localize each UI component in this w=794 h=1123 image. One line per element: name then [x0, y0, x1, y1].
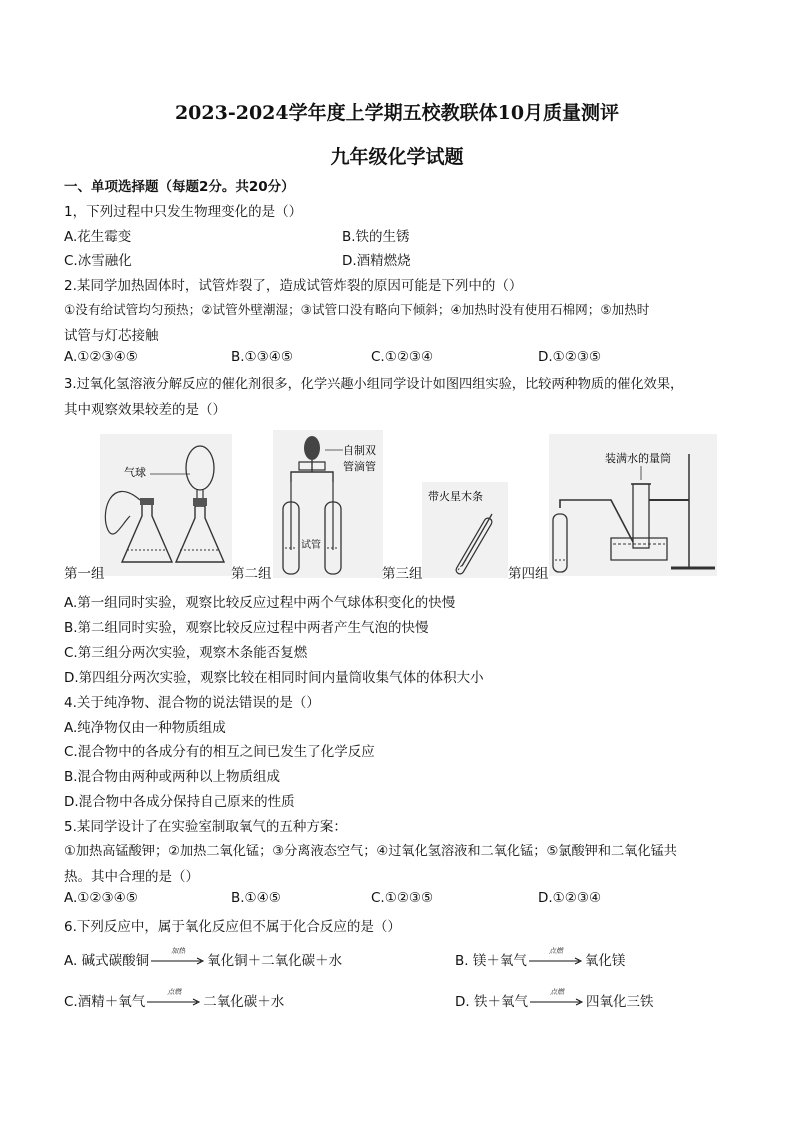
reaction-arrow-icon — [147, 988, 201, 1008]
figure-label-group4: 第四组 — [508, 566, 549, 582]
tube-label: 试管 — [301, 540, 321, 551]
q6-c-condition: 点燃 — [167, 988, 182, 996]
q6-option-c — [64, 990, 284, 1010]
q6-b-products: 氧化镁 — [584, 953, 626, 969]
q3-stem-line2: 其中观察效果较差的是（） — [64, 402, 226, 418]
cylinder-label: 装满水的量筒 — [605, 452, 671, 465]
q6-c-reactants: C.酒精＋氧气 — [64, 994, 146, 1010]
figure-label-group3: 第三组 — [382, 566, 423, 582]
figure-group1-balloons — [100, 434, 232, 576]
q5-option-b: B.①④⑤ — [231, 890, 281, 906]
q5-stem: 5.某同学设计了在实验室制取氧气的五种方案： — [64, 819, 347, 835]
q4-option-a: A.纯净物仅由一种物质组成 — [64, 720, 226, 736]
q6-b-reactants: B. 镁＋氧气 — [455, 953, 527, 969]
q4-option-b: B.混合物由两种或两种以上物质组成 — [64, 769, 281, 785]
q3-option-c: C.第三组分两次实验，观察木条能否复燃 — [64, 645, 308, 661]
q5-methods-line1: ①加热高锰酸钾；②加热二氧化锰；③分离液态空气；④过氧化氢溶液和二氧化锰；⑤氯酸钾和二氧化锰共 — [64, 844, 677, 859]
q6-d-condition: 点燃 — [549, 988, 564, 996]
q2-option-d: D.①②③⑤ — [538, 349, 602, 365]
page-subtitle: 九年级化学试题 — [330, 146, 464, 168]
q6-a-condition: 加热 — [171, 947, 186, 955]
q1-option-c: C.冰雪融化 — [64, 253, 132, 269]
figure-group2-droppers — [273, 430, 383, 578]
q5-option-a: A.①②③④⑤ — [64, 890, 138, 906]
q6-d-reactants: D. 铁＋氧气 — [455, 994, 528, 1010]
dropper-label-2: 管滴管 — [343, 460, 376, 473]
q6-stem: 6.下列反应中，属于氧化反应但不属于化合反应的是（） — [64, 919, 401, 935]
q4-option-c: C.混合物中的各成分有的相互之间已发生了化学反应 — [64, 744, 375, 760]
reaction-arrow-icon — [529, 947, 583, 967]
q2-stem: 2.某同学加热固体时，试管炸裂了，造成试管炸裂的原因可能是下列中的（） — [64, 278, 523, 294]
figure-label-group1: 第一组 — [64, 566, 105, 582]
q3-option-d: D.第四组分两次实验，观察比较在相同时间内量筒收集气体的体积大小 — [64, 670, 484, 686]
q1-option-d: D.酒精燃烧 — [342, 253, 411, 269]
splint-label: 带火星木条 — [428, 490, 483, 503]
q3-option-a: A.第一组同时实验，观察比较反应过程中两个气球体积变化的快慢 — [64, 595, 456, 611]
q6-option-b — [455, 949, 625, 969]
balloon-label: 气球 — [124, 466, 146, 479]
q2-option-b: B.①③④⑤ — [231, 349, 293, 365]
q6-a-products: 氧化铜＋二氧化碳＋水 — [207, 953, 343, 969]
q6-b-condition: 点燃 — [548, 947, 563, 955]
figure-label-group2: 第二组 — [231, 566, 272, 582]
q5-option-c: C.①②③⑤ — [371, 890, 434, 906]
q1-option-a: A.花生霉变 — [64, 229, 132, 245]
figure-group3-splint — [422, 482, 508, 578]
q1-option-b: B.铁的生锈 — [342, 229, 410, 245]
reaction-arrow-icon — [530, 988, 584, 1008]
q6-a-reactants: A. 碱式碳酸铜 — [64, 953, 150, 969]
q6-option-d — [455, 990, 653, 1010]
q1-stem: 1，下列过程中只发生物理变化的是（） — [64, 204, 303, 220]
section-heading: 一、单项选择题（每题2分。共20分） — [64, 179, 295, 195]
q5-methods-line2: 热。其中合理的是（） — [64, 869, 199, 885]
q2-reasons-line2: 试管与灯芯接触 — [64, 328, 159, 344]
page-title: 2023-2024学年度上学期五校教联体10月质量测评 — [174, 102, 620, 124]
q4-stem: 4.关于纯净物、混合物的说法错误的是（） — [64, 695, 320, 711]
dropper-label-1: 自制双 — [343, 444, 376, 457]
q3-stem-line1: 3.过氧化氢溶液分解反应的催化剂很多，化学兴趣小组同学设计如图四组实验，比较两种物质的催化效果， — [64, 377, 684, 392]
reaction-arrow-icon — [151, 947, 205, 967]
q6-d-products: 四氧化三铁 — [585, 994, 654, 1010]
q5-option-d: D.①②③④ — [538, 890, 602, 906]
q4-option-d: D.混合物中各成分保持自己原来的性质 — [64, 794, 295, 810]
q3-option-b: B.第二组同时实验，观察比较反应过程中两者产生气泡的快慢 — [64, 620, 429, 636]
q6-c-products: 二氧化碳＋水 — [203, 994, 285, 1010]
q2-option-a: A.①②③④⑤ — [64, 349, 138, 365]
q2-reasons-line1: ①没有给试管均匀预热；②试管外壁潮湿；③试管口没有略向下倾斜；④加热时没有使用石棉网；⑤加热时 — [64, 302, 650, 317]
figure-group4-cylinder — [549, 434, 717, 576]
q6-option-a — [64, 949, 342, 969]
q2-option-c: C.①②③④ — [371, 349, 434, 365]
